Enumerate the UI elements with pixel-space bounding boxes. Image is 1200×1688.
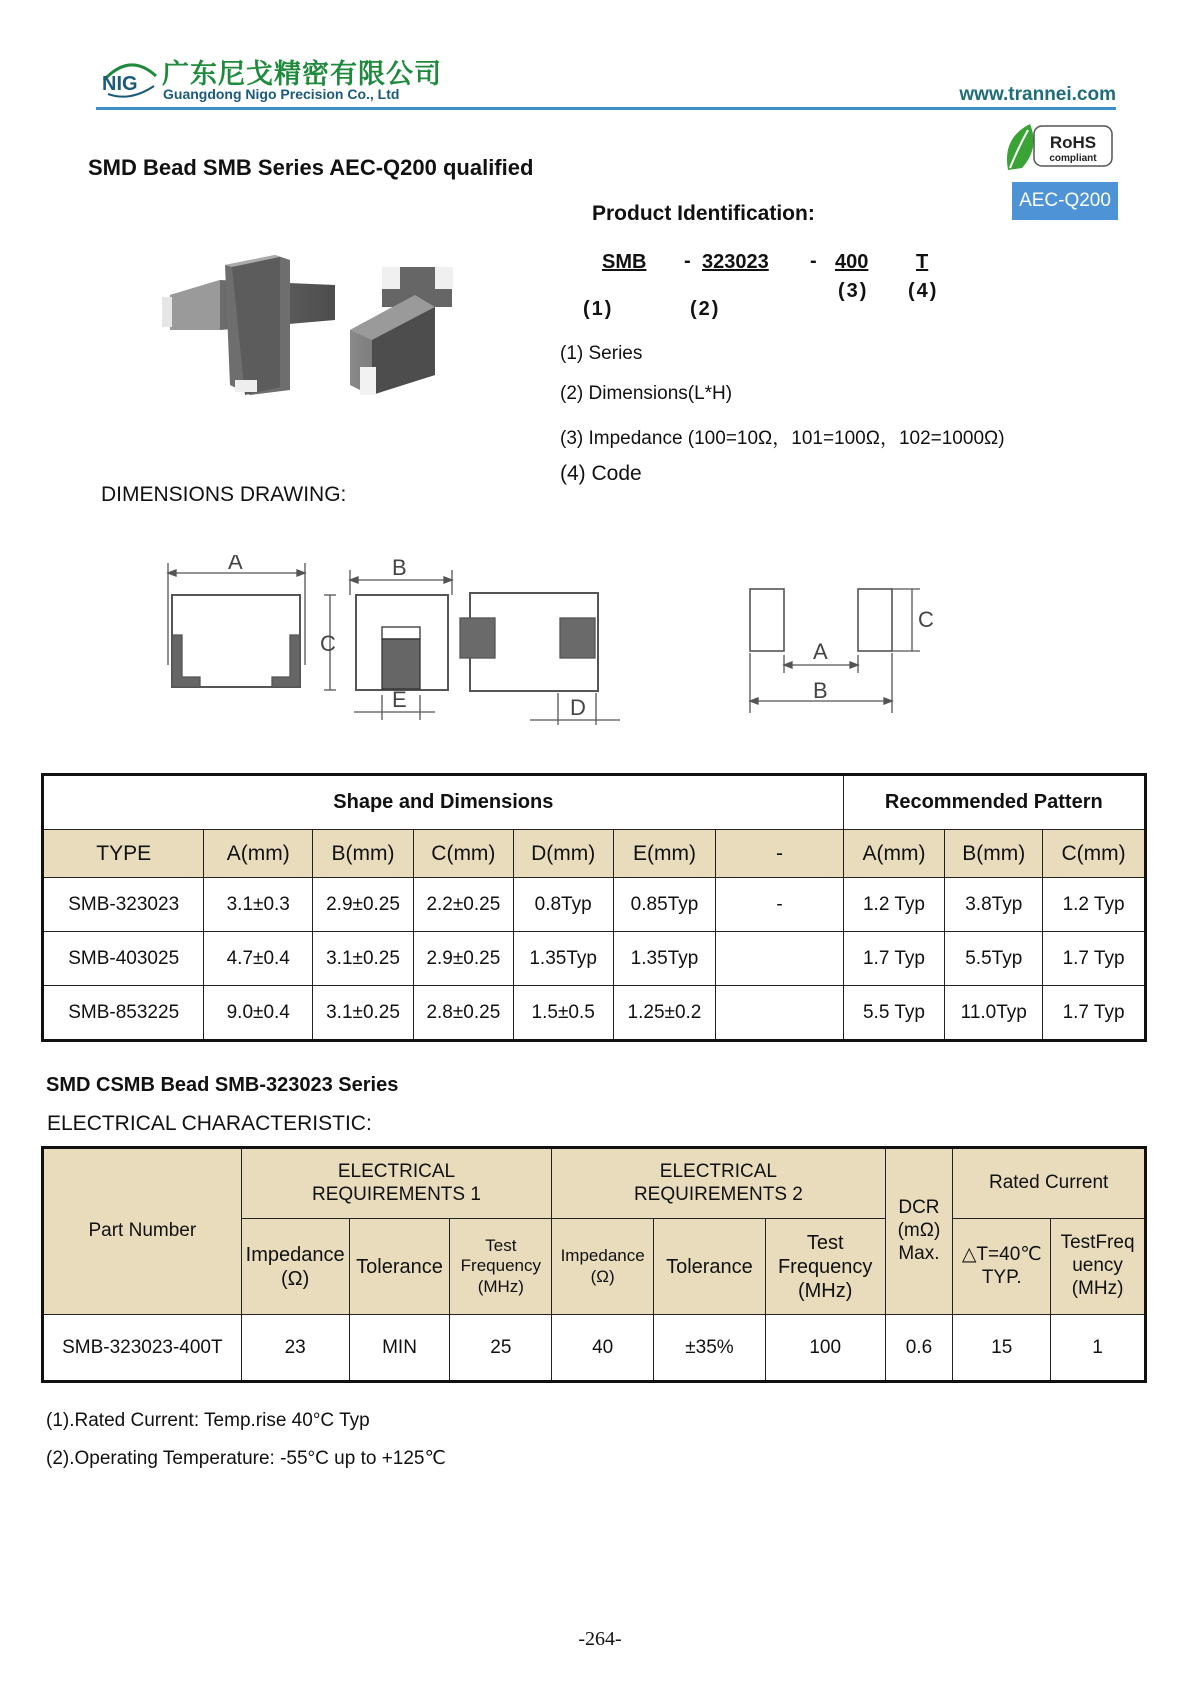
pattern-label-a: A [813,639,828,664]
company-name-en: Guangdong Nigo Precision Co., Ltd [163,86,400,102]
impedance-1-header: Impedance (Ω) [241,1219,349,1315]
table-cell: 2.8±0.25 [413,986,513,1041]
table-cell: SMB-323023-400T [43,1315,242,1382]
shape-dimensions-title: Shape and Dimensions [43,775,844,830]
table-cell: 25 [450,1315,552,1382]
tolerance-1-header: Tolerance [349,1219,450,1315]
rated-current-header: Rated Current [953,1148,1146,1219]
table-cell: 1.7 Typ [843,932,945,986]
table-cell: SMB-853225 [43,986,204,1041]
test-frequency-rated-header: TestFreq uency (MHz) [1051,1219,1146,1315]
col-header: B(mm) [313,830,414,878]
part-number-header: Part Number [43,1148,242,1315]
table-cell: 9.0±0.4 [204,986,313,1041]
col-header: C(mm) [413,830,513,878]
dim-label-e: E [392,687,407,712]
dim-label-c: C [320,631,336,656]
tolerance-2-header: Tolerance [654,1219,766,1315]
chip-image-2 [350,267,453,395]
table-cell: 40 [552,1315,654,1382]
dim-label-d: D [570,695,586,720]
aec-q200-badge: AEC-Q200 [1012,182,1118,220]
product-photo [160,255,515,425]
pid-code-series: SMB [602,251,647,273]
table-cell: 3.1±0.3 [204,878,313,932]
dimensions-drawing-title: DIMENSIONS DRAWING: [101,483,347,506]
table-row [43,986,1146,1041]
series-title: SMD CSMB Bead SMB-323023 Series [46,1074,399,1096]
pid-code-code: T [916,251,929,273]
col-header: C(mm) [1043,830,1146,878]
table-cell: 11.0Typ [945,986,1043,1041]
test-frequency-2-header: Test Frequency (MHz) [765,1219,885,1315]
pid-item-code: (4) Code [560,462,642,485]
col-header: - [716,830,843,878]
table-cell: MIN [349,1315,450,1382]
table-cell: 3.8Typ [945,878,1043,932]
table-cell: 0.6 [885,1315,953,1382]
table-cell: SMB-323023 [43,878,204,932]
table-cell: 1.5±0.5 [513,986,613,1041]
rohs-label: RoHS [1049,133,1097,152]
page-number: -264- [578,1628,622,1650]
dimensions-drawing [160,555,960,725]
col-header: E(mm) [613,830,716,878]
header-divider [96,107,1116,110]
table-cell: 2.9±0.25 [313,878,414,932]
note-operating-temperature: (2).Operating Temperature: -55°C up to +125℃ [46,1448,446,1469]
shape-dimensions-table [41,773,1147,1042]
table-cell: 5.5Typ [945,932,1043,986]
pid-num-4: (4) [908,280,939,302]
table-cell: 2.9±0.25 [413,932,513,986]
company-logo [100,58,160,98]
rohs-sublabel: compliant [1049,153,1097,164]
table-cell: 1.7 Typ [1043,986,1146,1041]
table-cell: 3.1±0.25 [313,986,414,1041]
table-cell [716,932,843,986]
product-identification-title: Product Identification: [592,202,815,225]
pid-num-3: (3) [838,280,869,302]
table-row [43,878,1146,932]
electrical-characteristic-title: ELECTRICAL CHARACTERISTIC: [47,1112,372,1135]
pid-item-series: (1) Series [560,343,643,364]
test-frequency-1-header: Test Frequency (MHz) [450,1219,552,1315]
elec-req-2-header: ELECTRICAL REQUIREMENTS 2 [552,1148,885,1219]
delta-t-header: △T=40℃ TYP. [953,1219,1051,1315]
pid-separator: - [684,250,693,272]
table-cell: 1.35Typ [513,932,613,986]
table-row [43,932,1146,986]
table-cell: 1.35Typ [613,932,716,986]
document-title: SMD Bead SMB Series AEC-Q200 qualified [88,155,534,180]
col-header: A(mm) [204,830,313,878]
table-cell: 15 [953,1315,1051,1382]
col-header: A(mm) [843,830,945,878]
pattern-label-b: B [813,678,828,703]
table-cell: SMB-403025 [43,932,204,986]
pid-item-dimensions: (2) Dimensions(L*H) [560,383,733,404]
dim-label-b: B [392,555,407,580]
impedance-2-header: Impedance (Ω) [552,1219,654,1315]
recommended-pattern-title: Recommended Pattern [843,775,1145,830]
note-rated-current: (1).Rated Current: Temp.rise 40°C Typ [46,1410,370,1431]
table-cell: 23 [241,1315,349,1382]
table-cell [716,986,843,1041]
shape-table-header-row [43,830,1146,878]
table-cell: 100 [765,1315,885,1382]
chip-image-1 [162,255,335,395]
logo-text: NIG [102,73,138,95]
col-header: TYPE [43,830,204,878]
dim-label-a: A [228,555,243,574]
table-cell: 2.2±0.25 [413,878,513,932]
col-header: B(mm) [945,830,1043,878]
pid-num-2: (2) [690,298,721,320]
table-cell: 4.7±0.4 [204,932,313,986]
pid-code-dimensions: 323023 [702,251,769,273]
pid-separator: - [810,250,819,272]
col-header: D(mm) [513,830,613,878]
table-cell: 1.25±0.2 [613,986,716,1041]
table-cell: 1.2 Typ [1043,878,1146,932]
table-cell: 3.1±0.25 [313,932,414,986]
table-cell: 1 [1051,1315,1146,1382]
table-cell: 5.5 Typ [843,986,945,1041]
elec-req-1-header: ELECTRICAL REQUIREMENTS 1 [241,1148,552,1219]
table-cell: - [716,878,843,932]
rohs-badge [1000,118,1115,176]
table-cell: 1.7 Typ [1043,932,1146,986]
pid-num-1: (1) [583,298,614,320]
company-name-cn: 广东尼戈精密有限公司 [162,59,442,90]
table-row [43,1315,1146,1382]
pattern-label-c: C [918,607,934,632]
table-cell: 0.8Typ [513,878,613,932]
pid-code-impedance: 400 [835,251,869,273]
table-cell: 0.85Typ [613,878,716,932]
table-cell: 1.2 Typ [843,878,945,932]
dcr-header: DCR (mΩ) Max. [885,1148,953,1315]
website-link[interactable]: www.trannei.com [959,84,1116,105]
pid-item-impedance: (3) Impedance (100=10Ω，101=100Ω，102=1000Ω) [560,428,1005,449]
table-cell: ±35% [654,1315,766,1382]
electrical-characteristic-table [41,1146,1147,1383]
